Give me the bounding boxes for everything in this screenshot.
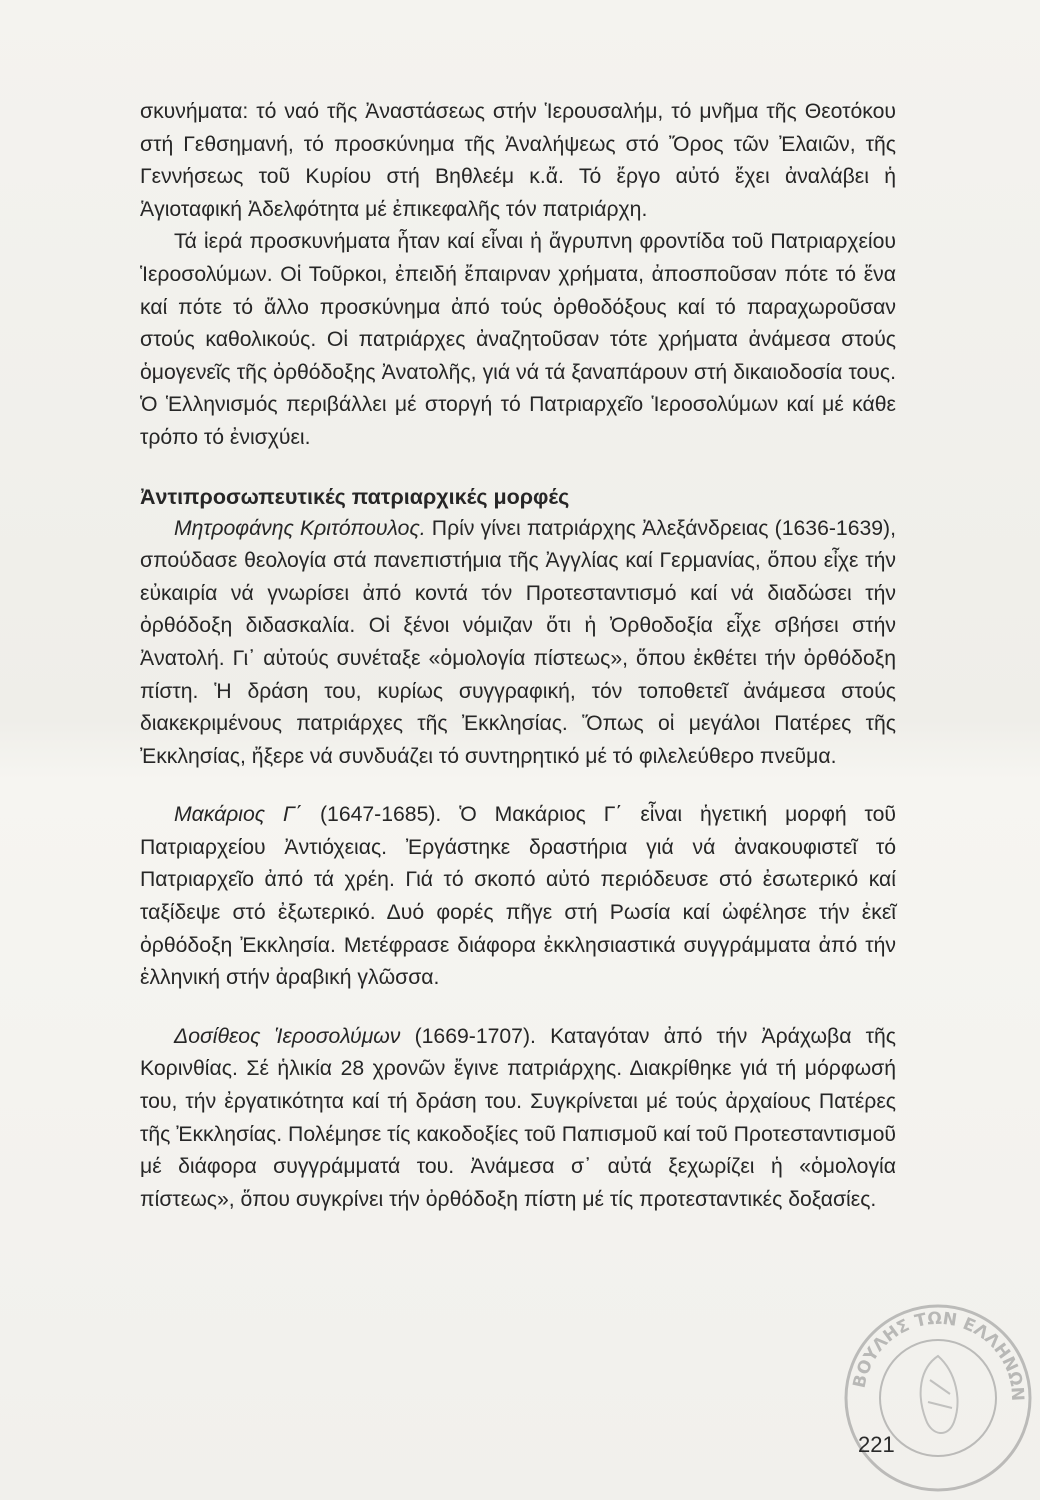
entry-dositheos	[140, 1021, 896, 1217]
entry-name: Μακάριος Γ΄	[174, 803, 303, 827]
body-text	[140, 96, 896, 1216]
svg-text:ΒΟΥΛΗΣ ΤΩΝ ΕΛΛΗΝΩΝ: ΒΟΥΛΗΣ ΤΩΝ ΕΛΛΗΝΩΝ	[849, 1308, 1028, 1402]
entry-text: Πρίν γίνει πατριάρχης Ἀλεξάνδρειας (1636-1639), σπούδασε θεολογία στά πανεπιστήμια τῆς Ἀγγλίας καί Γερμανίας, ὅπου εἶχε τήν εὐκαιρία νά γνωρίσει ἀπό κοντά τόν Προτεσταντισμό καί νά διαδώσει τήν ὀρθόδοξη διδασκαλία. Οἱ ξένοι νόμιζαν ὅτι ἡ Ὀρθοδοξία εἶχε σβήσει στήν Ἀνατολή. Γι᾽ αὐτούς συνέταξε «ὁμολογία πίστεως», ὅπου ἐκθέτει τήν ὀρθόδοξη πίστη. Ἡ δράση του, κυρίως συγγραφική, τόν τοποθετεῖ ἀνάμεσα στούς διακεκριμένους πατριάρχες τῆς Ἐκκλησίας. Ὅπως οἱ μεγάλοι Πατέρες τῆς Ἐκκλησίας, ἤξερε νά συνδυάζει τό συντηρητικό μέ τό φιλελεύθερο πνεῦμα.	[140, 516, 896, 768]
entry-text: (1669-1707). Καταγόταν ἀπό τήν Ἀράχωβα τῆς Κορινθίας. Σέ ἡλικία 28 χρονῶν ἔγινε πατριάρχης. Διακρίθηκε γιά τή μόρφωσή του, τήν ἐργατικότητα καί τή δράση του. Συγκρίνεται μέ τούς ἀρχαίους Πατέρες τῆς Ἐκκλησίας. Πολέμησε τίς κακοδοξίες τοῦ Παπισμοῦ καί τοῦ Προτεσταντισμοῦ μέ διάφορα συγγράμματά του. Ἀνάμεσα σ᾽ αὐτά ξεχωρίζει ἡ «ὁμολογία πίστεως», ὅπου συγκρίνει τήν ὀρθόδοξη πίστη μέ τίς προτεσταντικές δοξασίες.	[140, 1024, 896, 1211]
library-stamp-icon	[838, 1298, 1038, 1498]
entry-text: (1647-1685). Ὁ Μακάριος Γ΄ εἶναι ἡγετική μορφή τοῦ Πατριαρχείου Ἀντιόχειας. Ἐργάστηκε δραστήρια γιά νά ἀνακουφιστεῖ τό Πατριαρχεῖο ἀπό τά χρέη. Γιά τό σκοπό αὐτό περιόδευσε στό ἐσωτερικό καί ταξίδεψε στό ἐξωτερικό. Δυό φορές πῆγε στή Ρωσία καί ὠφέλησε τήν ἐκεῖ ὀρθόδοξη Ἐκκλησία. Μετέφρασε διάφορα ἐκκλησιαστικά συγγράμματα ἀπό τήν ἑλληνική στήν ἀραβική γλῶσσα.	[140, 803, 896, 990]
intro-paragraph: σκυνήματα: τό ναό τῆς Ἀναστάσεως στήν Ἱερουσαλήμ, τό μνῆμα τῆς Θεοτόκου στή Γεθσημανή, τό προσκύνημα τῆς Ἀναλήψεως στό Ὄρος τῶν Ἐλαιῶν, τῆς Γεννήσεως τοῦ Κυρίου στή Βηθλεέμ κ.ἄ. Τό ἔργο αὐτό ἔχει ἀναλάβει ἡ Ἁγιοταφική Ἀδελφότητα μέ ἐπικεφαλῆς τόν πατριάρχη.	[140, 100, 896, 221]
entry-mitrofanis	[140, 513, 896, 774]
section-heading: Ἀντιπροσωπευτικές πατριαρχικές μορφές	[140, 484, 570, 509]
entry-name: Μητροφάνης Κριτόπουλος.	[174, 516, 426, 540]
entry-makarios	[140, 799, 896, 995]
page-number: 221	[858, 1432, 895, 1457]
second-paragraph: Τά ἱερά προσκυνήματα ἦταν καί εἶναι ἡ ἄγρυπνη φροντίδα τοῦ Πατριαρχείου Ἱεροσολύμων. Οἱ Τοῦρκοι, ἐπειδή ἔπαιρναν χρήματα, ἀποσποῦσαν πότε τό ἕνα καί πότε τό ἄλλο προσκύνημα ἀπό τούς ὀρθοδόξους καί τό παραχωροῦσαν στούς καθολικούς. Οἱ πατριάρχες ἀναζητοῦσαν τότε χρήματα ἀνάμεσα στούς ὁμογενεῖς τῆς ὀρθόδοξης Ἀνατολῆς, γιά νά τά ξαναπάρουν στή δικαιοδοσία τους. Ὁ Ἑλληνισμός περιβάλλει μέ στοργή τό Πατριαρχεῖο Ἱεροσολύμων καί μέ κάθε τρόπο τό ἐνισχύει.	[140, 230, 896, 449]
entry-name: Δοσίθεος Ἱεροσολύμων	[174, 1024, 401, 1048]
